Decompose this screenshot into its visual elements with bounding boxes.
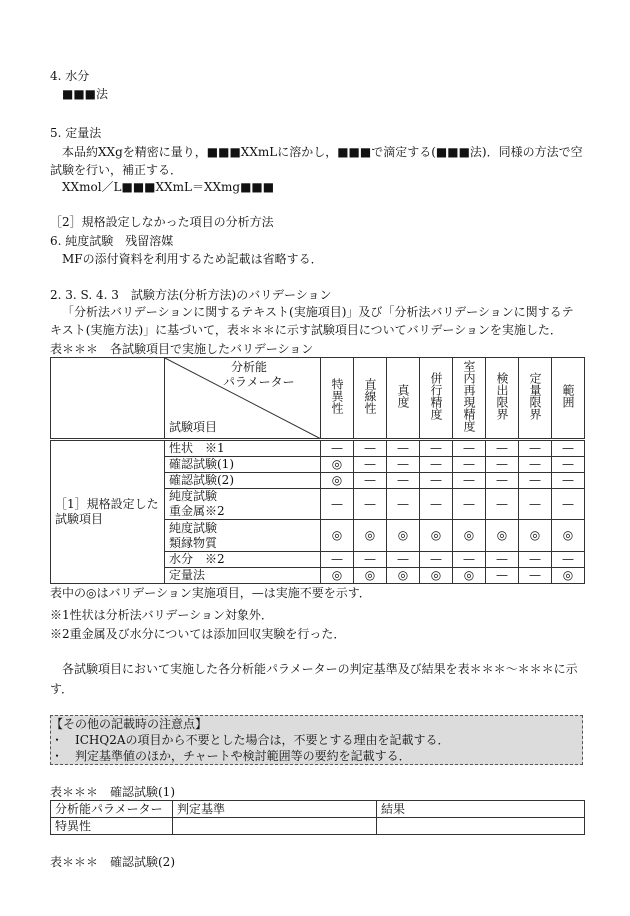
test-item: 純度試験 類縁物質	[165, 520, 321, 552]
validation-mark: —	[420, 457, 453, 473]
validation-mark: —	[387, 489, 420, 520]
column-header: 真度	[387, 358, 420, 440]
header-cell: 分析能パラメーター	[51, 801, 173, 818]
test-item: 純度試験 重金属※2	[165, 489, 321, 520]
column-header: 室内再現精度	[453, 358, 486, 440]
validation-mark: —	[321, 489, 354, 520]
column-header: 併行精度	[420, 358, 453, 440]
validation-mark: —	[453, 473, 486, 489]
section-4-body: ■■■法	[62, 87, 109, 101]
group-label: ［1］規格設定した試験項目	[51, 440, 165, 584]
column-header: 範囲	[552, 358, 585, 440]
validation-mark: —	[354, 457, 387, 473]
validation-mark: —	[387, 440, 420, 457]
validation-mark: ◎	[354, 568, 387, 584]
validation-mark: ◎	[387, 568, 420, 584]
validation-mark: —	[420, 473, 453, 489]
header-cell: 結果	[377, 801, 585, 818]
validation-mark: ◎	[453, 568, 486, 584]
validation-mark: —	[321, 440, 354, 457]
validation-mark: ◎	[420, 520, 453, 552]
validation-mark: —	[519, 473, 552, 489]
test-item: 定量法	[165, 568, 321, 584]
validation-mark: —	[552, 440, 585, 457]
subheading-2: ［2］規格設定しなかった項目の分析方法	[50, 215, 274, 229]
table-row	[51, 440, 585, 457]
validation-mark: ◎	[321, 568, 354, 584]
validation-mark: —	[453, 489, 486, 520]
corner-top2: パラメーター	[223, 375, 295, 389]
validation-mark: ◎	[552, 568, 585, 584]
validation-mark: ◎	[354, 520, 387, 552]
column-header: 検出限界	[486, 358, 519, 440]
notice-box	[50, 715, 583, 765]
column-header: 定量限界	[519, 358, 552, 440]
validation-mark: —	[519, 457, 552, 473]
validation-table	[50, 357, 585, 584]
validation-mark: —	[420, 552, 453, 568]
validation-mark: —	[420, 440, 453, 457]
validation-mark: —	[519, 440, 552, 457]
validation-intro: 「分析法バリデーションに関するテキスト(実施項目)」及び「分析法バリデーションに関するテキスト(実施方法)」に基づいて，表＊＊＊に示す試験項目についてバリデーションを実施した．	[50, 305, 574, 337]
table-row	[51, 818, 585, 835]
table2	[50, 800, 585, 835]
validation-mark: —	[486, 489, 519, 520]
test-item: 性状 ※1	[165, 440, 321, 457]
section-6-title: 6. 純度試験 残留溶媒	[50, 234, 174, 248]
section-5-title: 5. 定量法	[50, 126, 102, 140]
validation-mark: —	[552, 489, 585, 520]
validation-mark: —	[453, 440, 486, 457]
section-4-title: 4. 水分	[50, 69, 90, 83]
validation-mark: —	[486, 568, 519, 584]
validation-mark: —	[519, 489, 552, 520]
cell: 特異性	[51, 818, 173, 835]
validation-mark: —	[321, 552, 354, 568]
validation-mark: —	[552, 552, 585, 568]
notice-item: ・ 判定基準値のほか，チャートや検討範囲等の要約を記載する．	[51, 749, 411, 763]
validation-mark: ◎	[321, 473, 354, 489]
validation-mark: —	[387, 473, 420, 489]
validation-mark: —	[453, 552, 486, 568]
column-header: 特異性	[321, 358, 354, 440]
validation-mark: ◎	[519, 520, 552, 552]
validation-mark: —	[486, 473, 519, 489]
section-5-body: 本品約XXgを精密に量り，■■■XXmLに溶かし，■■■で滴定する(■■■法)．同様の方法で空試験を行い，補正する．	[50, 145, 583, 177]
notice-title: 【その他の記載時の注意点】	[51, 717, 208, 731]
validation-mark: —	[519, 568, 552, 584]
validation-mark: —	[354, 552, 387, 568]
section-6-body: MFの添付資料を利用するため記載は省略する．	[62, 252, 323, 266]
validation-heading: 2. 3. S. 4. 3 試験方法(分析方法)のバリデーション	[50, 288, 332, 302]
validation-mark: —	[552, 457, 585, 473]
validation-mark: —	[552, 473, 585, 489]
validation-mark: —	[486, 457, 519, 473]
test-item: 確認試験(2)	[165, 473, 321, 489]
validation-mark: ◎	[321, 520, 354, 552]
table-row	[51, 801, 585, 818]
validation-mark: —	[354, 489, 387, 520]
column-header: 直線性	[354, 358, 387, 440]
validation-mark: ◎	[453, 520, 486, 552]
validation-mark: —	[486, 440, 519, 457]
test-item: 確認試験(1)	[165, 457, 321, 473]
cell	[377, 818, 585, 835]
validation-mark: —	[420, 489, 453, 520]
validation-table-caption: 表＊＊＊ 各試験項目で実施したバリデーション	[50, 342, 314, 356]
header-diagonal-cell	[165, 358, 321, 440]
table-header-row	[51, 358, 585, 440]
validation-mark: —	[519, 552, 552, 568]
validation-mark: —	[387, 457, 420, 473]
validation-mark: ◎	[552, 520, 585, 552]
validation-mark: —	[354, 473, 387, 489]
test-item: 水分 ※2	[165, 552, 321, 568]
note-2: ※1性状は分析法バリデーション対象外．	[50, 608, 273, 622]
notice-item: ・ ICHQ2Aの項目から不要とした場合は，不要とする理由を記載する．	[51, 733, 450, 747]
validation-mark: ◎	[321, 457, 354, 473]
cell	[173, 818, 377, 835]
section-5-formula: XXmol／L■■■XXmL＝XXmg■■■	[62, 180, 275, 194]
note-1: 表中の◎はバリデーション実施項目，—は実施不要を示す．	[50, 586, 371, 600]
header-cell: 判定基準	[173, 801, 377, 818]
validation-mark: —	[387, 552, 420, 568]
note-3: ※2重金属及び水分については添加回収実験を行った．	[50, 627, 346, 641]
validation-mark: ◎	[387, 520, 420, 552]
validation-mark: —	[354, 440, 387, 457]
results-paragraph: 各試験項目において実施した各分析能パラメーターの判定基準及び結果を表＊＊＊～＊＊＊に示す．	[50, 662, 578, 696]
validation-mark: ◎	[486, 520, 519, 552]
validation-mark: —	[453, 457, 486, 473]
table2-caption: 表＊＊＊ 確認試験(1)	[50, 785, 175, 799]
table3-caption: 表＊＊＊ 確認試験(2)	[50, 855, 175, 869]
validation-mark: —	[486, 552, 519, 568]
validation-mark: ◎	[420, 568, 453, 584]
corner-bottom: 試験項目	[169, 420, 218, 434]
header-blank	[51, 358, 165, 440]
corner-top1: 分析能	[231, 360, 268, 374]
